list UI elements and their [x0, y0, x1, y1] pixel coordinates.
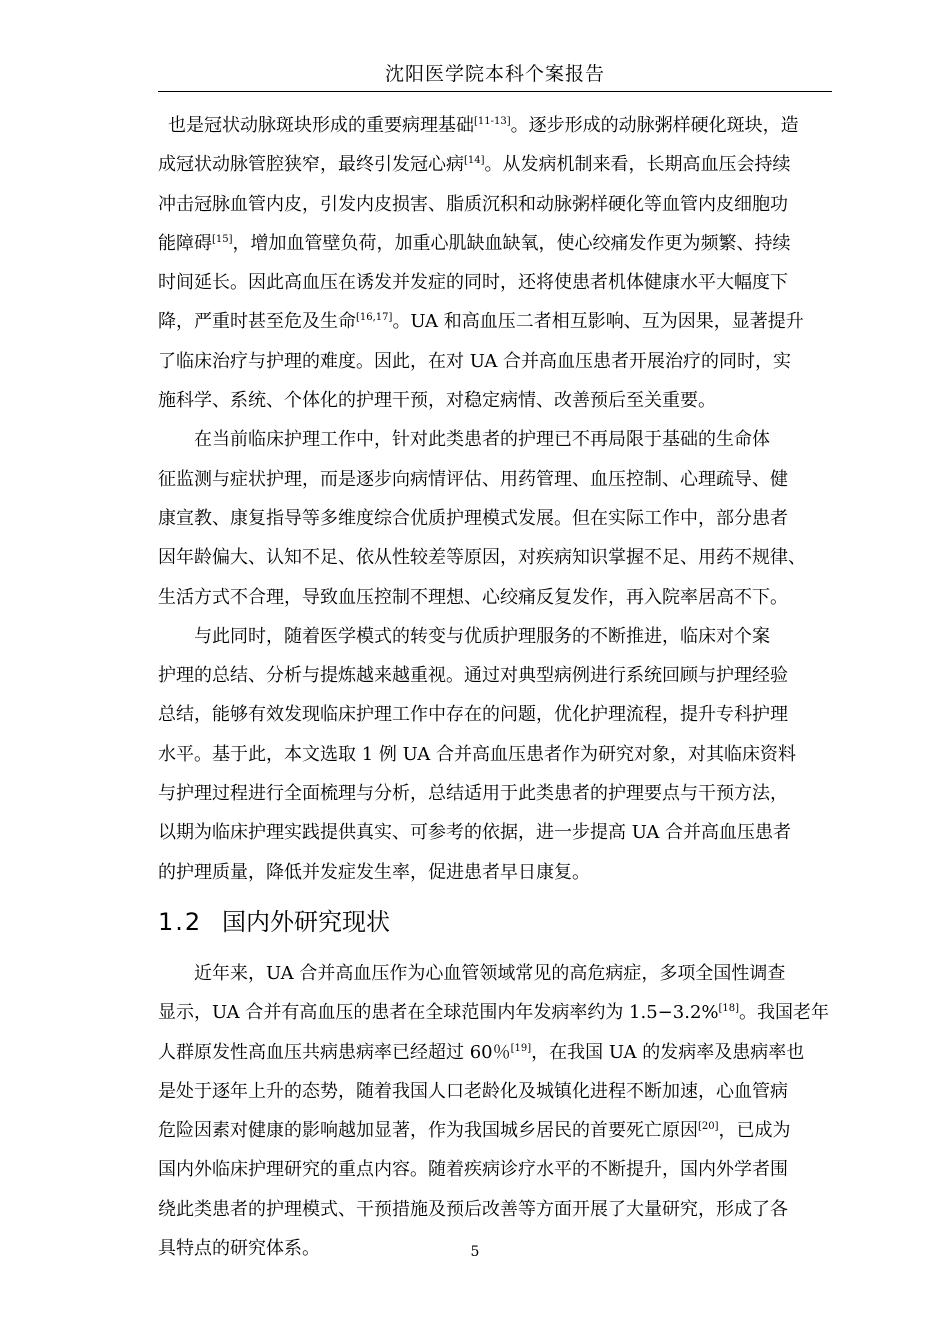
- page-header: 沈阳医学院本科个案报告: [384, 63, 605, 85]
- text-run: 因年龄偏大、认知不足、依从性较差等原因，对疾病知识掌握不足、用药不规律、: [158, 547, 806, 569]
- text-run: 人群原发性高血压共病患病率已经超过 60％: [158, 1041, 511, 1063]
- text-line: [158, 263, 840, 302]
- text-run: 能障碍: [158, 232, 212, 254]
- text-line: [158, 499, 840, 538]
- text-run: 。UA 和高血压二者相互影响、互为因果，显著提升: [392, 311, 804, 333]
- text-line: [158, 342, 840, 381]
- section-number: 1.2: [158, 907, 203, 936]
- text-run: 具特点的研究体系。: [158, 1238, 320, 1260]
- text-line: [158, 420, 840, 459]
- text-run: 是处于逐年上升的态势，随着我国人口老龄化及城镇化进程不断加速，心血管病: [158, 1080, 788, 1102]
- page-content: [158, 106, 840, 1268]
- header-rule: [158, 91, 832, 92]
- text-run: 冲击冠脉血管内皮，引发内皮损害、脂质沉积和动脉粥样硬化等血管内皮细胞功: [158, 193, 788, 215]
- paragraph: [158, 106, 840, 420]
- citation: [19]: [510, 1042, 532, 1054]
- paragraph: [158, 420, 840, 616]
- text-line: [158, 813, 840, 852]
- text-line: [158, 224, 840, 263]
- text-run: 的护理质量，降低并发症发生率，促进患者早日康复。: [158, 861, 590, 883]
- citation: [15]: [212, 233, 233, 245]
- text-line: [158, 106, 840, 145]
- text-run: 与此同时，随着医学模式的转变与优质护理服务的不断推进，临床对个案: [194, 625, 770, 647]
- text-line: [158, 695, 840, 734]
- body-text-section: [158, 954, 840, 1268]
- section-heading: [158, 900, 840, 944]
- text-run: 显示，UA 合并有高血压的患者在全球范围内年发病率约为 1.5−3.2%: [158, 1002, 719, 1024]
- text-run: 了临床治疗与护理的难度。因此，在对 UA 合并高血压患者开展治疗的同时，实: [158, 350, 792, 372]
- paragraph: [158, 617, 840, 892]
- text-line: [158, 1190, 840, 1229]
- text-line: [158, 993, 840, 1032]
- text-run: ，在我国 UA 的发病率及患病率也: [531, 1041, 805, 1063]
- text-run: 降，严重时甚至危及生命: [158, 311, 356, 333]
- text-line: [158, 1033, 840, 1072]
- text-run: ，已成为: [718, 1120, 791, 1142]
- text-line: [158, 617, 840, 656]
- text-line: [158, 302, 840, 341]
- text-run: ，增加血管壁负荷，加重心肌缺血缺氧，使心绞痛发作更为频繁、持续: [232, 232, 791, 254]
- text-line: [158, 538, 840, 577]
- text-run: 护理的总结、分析与提炼越来越重视。通过对典型病例进行系统回顾与护理经验: [158, 665, 788, 687]
- text-line: [158, 656, 840, 695]
- text-run: 成冠状动脉管腔狭窄，最终引发冠心病: [158, 154, 464, 176]
- text-run: 以期为临床护理实践提供真实、可参考的依据，进一步提高 UA 合并高血压患者: [158, 822, 792, 844]
- text-run: 绕此类患者的护理模式、干预措施及预后改善等方面开展了大量研究，形成了各: [158, 1198, 788, 1220]
- text-line: [158, 735, 840, 774]
- text-run: 时间延长。因此高血压在诱发并发症的同时，还将使患者机体健康水平大幅度下: [158, 272, 788, 294]
- text-run: 与护理过程进行全面梳理与分析，总结适用于此类患者的护理要点与干预方法，: [158, 783, 788, 805]
- text-run: 总结，能够有效发现临床护理工作中存在的问题，优化护理流程，提升专科护理: [158, 704, 788, 726]
- text-line: [158, 853, 840, 892]
- citation: [18]: [718, 1003, 740, 1015]
- body-text-intro: [158, 106, 840, 892]
- text-run: 生活方式不合理，导致血压控制不理想、心绞痛反复发作，再入院率居高不下。: [158, 586, 788, 608]
- citation: [16,17]: [356, 312, 393, 324]
- text-run: 康宣教、康复指导等多维度综合优质护理模式发展。但在实际工作中，部分患者: [158, 507, 788, 529]
- text-run: 征监测与症状护理，而是逐步向病情评估、用药管理、血压控制、心理疏导、健: [158, 468, 788, 490]
- text-run: 在当前临床护理工作中，针对此类患者的护理已不再局限于基础的生命体: [194, 429, 770, 451]
- citation: [11-13]: [474, 116, 511, 127]
- text-run: 。从发病机制来看，长期高血压会持续: [484, 154, 791, 176]
- text-line: [158, 381, 840, 420]
- text-run: 施科学、系统、个体化的护理干预，对稳定病情、改善预后至关重要。: [158, 390, 716, 412]
- text-run: 危险因素对健康的影响越加显著，作为我国城乡居民的首要死亡原因: [158, 1120, 698, 1142]
- text-run: 。我国老年: [739, 1002, 830, 1024]
- text-line: [158, 578, 840, 617]
- text-line: [158, 954, 840, 993]
- text-line: [158, 460, 840, 499]
- text-run: 近年来，UA 合并高血压作为心血管领域常见的高危病症，多项全国性调查: [194, 962, 786, 984]
- text-run: 国内外临床护理研究的重点内容。随着疾病诊疗水平的不断提升，国内外学者围: [158, 1159, 788, 1181]
- text-line: [158, 185, 840, 224]
- text-line: [158, 1111, 840, 1150]
- citation: [20]: [698, 1121, 719, 1133]
- text-line: [158, 1150, 840, 1189]
- paragraph: [158, 954, 840, 1268]
- citation: [14]: [464, 155, 485, 167]
- text-line: [158, 1072, 840, 1111]
- text-run: 水平。基于此，本文选取 1 例 UA 合并高血压患者作为研究对象，对其临床资料: [158, 743, 796, 765]
- page-number: 5: [470, 1244, 480, 1260]
- text-run: 也是冠状动脉斑块形成的重要病理基础: [168, 115, 474, 136]
- section-title: 国内外研究现状: [222, 907, 390, 936]
- text-run: 。逐步形成的动脉粥样硬化斑块，造: [510, 115, 799, 136]
- text-line: [158, 774, 840, 813]
- text-line: [158, 145, 840, 184]
